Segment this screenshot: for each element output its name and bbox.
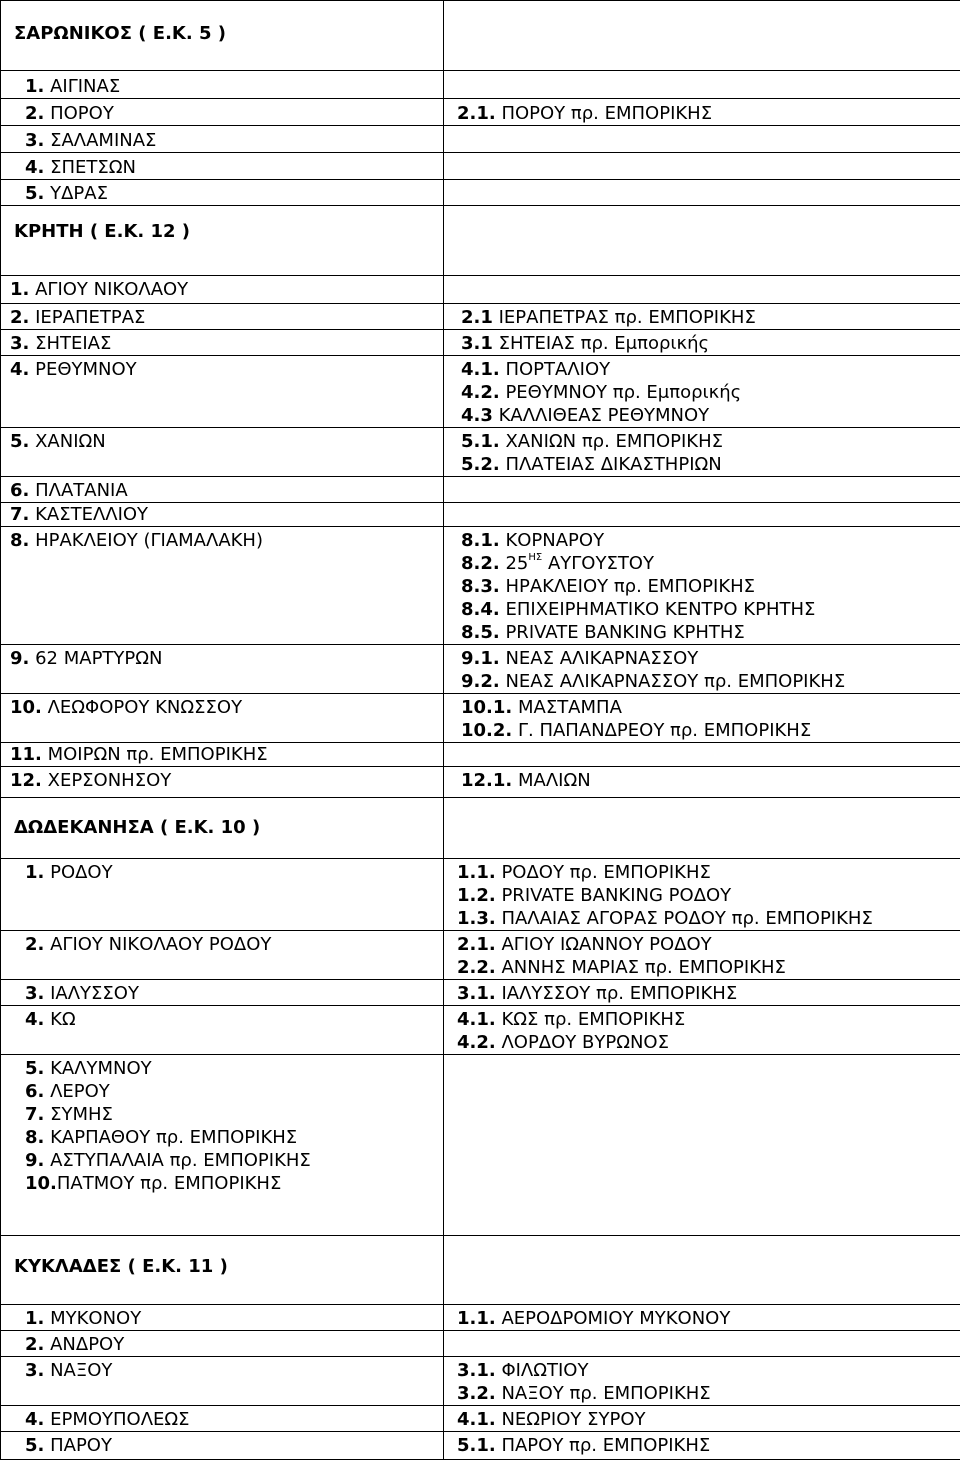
item-number: 10.2.	[461, 720, 512, 741]
item-text: ΕΡΜΟΥΠΟΛΕΩΣ	[44, 1409, 189, 1430]
list-item	[1, 1434, 443, 1457]
sub-branch-cell	[444, 1305, 960, 1331]
table-row	[1, 527, 960, 645]
item-number: 1.	[10, 279, 29, 300]
sub-branch-cell	[444, 980, 960, 1006]
branch-cell	[1, 645, 444, 694]
list-item	[444, 907, 960, 930]
branch-cell	[1, 503, 444, 527]
branch-cell	[1, 1357, 444, 1406]
item-number: 7.	[25, 1104, 44, 1125]
item-text: ΑΝΝΗΣ ΜΑΡΙΑΣ πρ. ΕΜΠΟΡΙΚΗΣ	[496, 957, 786, 978]
list-item	[444, 332, 960, 355]
list-item	[444, 719, 960, 742]
sub-branch-cell	[444, 356, 960, 428]
branch-cell	[1, 767, 444, 798]
list-item	[1, 1149, 443, 1172]
sub-branch-cell	[444, 694, 960, 743]
sub-branch-cell	[444, 743, 960, 767]
branch-cell	[1, 304, 444, 330]
list-item	[444, 552, 960, 575]
branch-cell	[1, 71, 444, 99]
list-item	[444, 884, 960, 907]
list-item	[444, 381, 960, 404]
item-number: 2.	[25, 1334, 44, 1355]
sub-branch-cell	[444, 304, 960, 330]
list-item	[444, 1031, 960, 1054]
list-item	[444, 982, 960, 1005]
item-number: 12.	[10, 770, 42, 791]
item-number: 10.	[10, 697, 42, 718]
item-number: 9.2.	[461, 671, 500, 692]
list-item	[1, 1057, 443, 1080]
item-number: 8.	[25, 1127, 44, 1148]
item-text: ΑΝΔΡΟΥ	[44, 1334, 124, 1355]
item-text: ΣΥΜΗΣ	[44, 1104, 113, 1125]
branch-cell	[1, 1406, 444, 1432]
list-item	[444, 861, 960, 884]
item-text: ΑΓΙΟΥ ΝΙΚΟΛΑΟΥ ΡΟΔΟΥ	[44, 934, 271, 955]
list-item	[1, 529, 443, 552]
branch-cell	[1, 330, 444, 356]
item-number: 2.	[25, 934, 44, 955]
branch-cell	[1, 931, 444, 980]
table-row	[1, 99, 960, 126]
list-item	[1, 1359, 443, 1382]
table-row	[1, 180, 960, 206]
item-text: ΡΟΔΟΥ	[44, 862, 112, 883]
branch-cell	[1, 1331, 444, 1357]
list-item	[1, 696, 443, 719]
list-item	[1, 102, 443, 125]
item-text: ΚΑΡΠΑΘΟΥ πρ. ΕΜΠΟΡΙΚΗΣ	[44, 1127, 297, 1148]
item-number: 4.	[10, 359, 29, 380]
item-number: 2.1	[461, 307, 493, 328]
sub-branch-cell	[444, 126, 960, 153]
branch-cell	[1, 356, 444, 428]
item-text: ΝΕΑΣ ΑΛΙΚΑΡΝΑΣΣΟΥ	[500, 648, 699, 669]
item-number: 2.2.	[457, 957, 496, 978]
list-item	[444, 647, 960, 670]
item-number: 3.2.	[457, 1383, 496, 1404]
item-number: 6.	[25, 1081, 44, 1102]
item-number: 10.1.	[461, 697, 512, 718]
table-row	[1, 859, 960, 931]
sub-branch-cell	[444, 1357, 960, 1406]
item-text: ΝΕΩΡΙΟΥ ΣΥΡΟΥ	[496, 1409, 646, 1430]
section-header-row	[1, 1, 960, 71]
item-text: ΚΑΛΥΜΝΟΥ	[44, 1058, 151, 1079]
list-item	[444, 575, 960, 598]
item-number: 3.1	[461, 333, 493, 354]
item-number: 4.	[25, 1409, 44, 1430]
item-number: 5.	[25, 1435, 44, 1456]
sub-branch-cell	[444, 276, 960, 304]
branch-cell	[1, 153, 444, 180]
item-text: ΣΗΤΕΙΑΣ	[29, 333, 111, 354]
branch-cell	[1, 859, 444, 931]
table-row	[1, 1055, 960, 1236]
section-title: ΚΡΗΤΗ ( Ε.Κ. 12 )	[1, 206, 443, 242]
branch-cell	[1, 694, 444, 743]
item-text: ΚΑΛΛΙΘΕΑΣ ΡΕΘΥΜΝΟΥ	[493, 405, 709, 426]
section-title: ΚΥΚΛΑΔΕΣ ( Ε.Κ. 11 )	[1, 1236, 443, 1277]
item-number: 4.2.	[457, 1032, 496, 1053]
item-number: 2.	[10, 307, 29, 328]
item-number: 2.1.	[457, 103, 496, 124]
item-text: PRIVATE BANKING ΡΟΔΟΥ	[496, 885, 731, 906]
section-header-row	[1, 1236, 960, 1305]
table-row	[1, 694, 960, 743]
item-text: ΙΕΡΑΠΕΤΡΑΣ	[29, 307, 145, 328]
list-item	[1, 129, 443, 152]
item-number: 5.2.	[461, 454, 500, 475]
item-text: ΕΠΙΧΕΙΡΗΜΑΤΙΚΟ ΚΕΝΤΡΟ ΚΡΗΤΗΣ	[500, 599, 816, 620]
list-item	[1, 182, 443, 205]
item-text: ΥΔΡΑΣ	[44, 183, 108, 204]
item-number: 4.1.	[461, 359, 500, 380]
sub-branch-cell	[444, 1406, 960, 1432]
list-item	[1, 1080, 443, 1103]
item-text: ΝΕΑΣ ΑΛΙΚΑΡΝΑΣΣΟΥ πρ. ΕΜΠΟΡΙΚΗΣ	[500, 671, 845, 692]
list-item	[444, 453, 960, 476]
branch-cell	[1, 743, 444, 767]
list-item	[1, 1103, 443, 1126]
item-text: ΜΥΚΟΝΟΥ	[44, 1308, 141, 1329]
item-number: 1.	[25, 1308, 44, 1329]
item-text: ΝΑΞΟΥ πρ. ΕΜΠΟΡΙΚΗΣ	[496, 1383, 711, 1404]
section-title: ΣΑΡΩΝΙΚΟΣ ( Ε.Κ. 5 )	[1, 1, 443, 44]
table-row	[1, 1357, 960, 1406]
list-item	[1, 743, 443, 766]
branch-cell	[1, 1006, 444, 1055]
table-row	[1, 477, 960, 503]
sub-branch-cell	[444, 330, 960, 356]
list-item	[444, 769, 960, 792]
list-item	[1, 1333, 443, 1356]
sub-branch-cell	[444, 99, 960, 126]
item-text: ΑΙΓΙΝΑΣ	[44, 76, 120, 97]
list-item	[1, 861, 443, 884]
sub-branch-cell	[444, 527, 960, 645]
item-text: ΑΓΙΟΥ ΙΩΑΝΝΟΥ ΡΟΔΟΥ	[496, 934, 712, 955]
list-item	[1, 430, 443, 453]
branch-cell	[1, 180, 444, 206]
branch-cell	[1, 1055, 444, 1236]
item-number: 8.1.	[461, 530, 500, 551]
item-text: ΠΛΑΤΑΝΙΑ	[29, 480, 127, 501]
item-number: 4.3	[461, 405, 493, 426]
item-number: 5.1.	[457, 1435, 496, 1456]
item-text: ΜΑΛΙΩΝ	[512, 770, 590, 791]
list-item	[444, 1008, 960, 1031]
list-item	[444, 358, 960, 381]
list-item	[1, 1126, 443, 1149]
table-row	[1, 931, 960, 980]
item-text: ΧΑΝΙΩΝ	[29, 431, 105, 452]
item-text: ΑΕΡΟΔΡΟΜΙΟΥ ΜΥΚΟΝΟΥ	[496, 1308, 731, 1329]
sub-branch-cell	[444, 1432, 960, 1460]
item-number: 3.1.	[457, 1360, 496, 1381]
section-header-row	[1, 798, 960, 859]
item-text: ΗΡΑΚΛΕΙΟΥ πρ. ΕΜΠΟΡΙΚΗΣ	[500, 576, 755, 597]
item-text: 25	[500, 553, 529, 574]
item-number: 1.1.	[457, 1308, 496, 1329]
branch-cell	[1, 1305, 444, 1331]
item-text: ΦΙΛΩΤΙΟΥ	[496, 1360, 589, 1381]
table-row	[1, 743, 960, 767]
item-text: 62 ΜΑΡΤΥΡΩΝ	[29, 648, 162, 669]
item-number: 3.	[25, 130, 44, 151]
item-number: 1.	[25, 862, 44, 883]
item-text: ΙΑΛΥΣΣΟΥ πρ. ΕΜΠΟΡΙΚΗΣ	[496, 983, 737, 1004]
item-number: 1.3.	[457, 908, 496, 929]
item-text: ΣΑΛΑΜΙΝΑΣ	[44, 130, 156, 151]
item-number: 3.	[25, 1360, 44, 1381]
list-item	[444, 529, 960, 552]
table-row	[1, 1406, 960, 1432]
table-row	[1, 1331, 960, 1357]
item-text: ΙΑΛΥΣΣΟΥ	[44, 983, 139, 1004]
item-number: 2.1.	[457, 934, 496, 955]
sub-branch-cell	[444, 1055, 960, 1236]
item-number: 11.	[10, 744, 42, 765]
item-text: ΧΑΝΙΩΝ πρ. ΕΜΠΟΡΙΚΗΣ	[500, 431, 723, 452]
item-text: ΡΟΔΟΥ πρ. ΕΜΠΟΡΙΚΗΣ	[496, 862, 711, 883]
sub-branch-cell	[444, 503, 960, 527]
table-row	[1, 71, 960, 99]
table-row	[1, 428, 960, 477]
sub-branch-cell	[444, 645, 960, 694]
table-row	[1, 1432, 960, 1460]
list-item	[444, 1359, 960, 1382]
item-text: ΛΕΩΦΟΡΟΥ ΚΝΩΣΣΟΥ	[42, 697, 242, 718]
list-item	[444, 1382, 960, 1405]
item-text: ΠΑΡΟΥ	[44, 1435, 112, 1456]
branch-cell	[1, 99, 444, 126]
list-item	[1, 769, 443, 792]
list-item	[1, 1408, 443, 1431]
item-number: 3.	[25, 983, 44, 1004]
branch-cell	[1, 477, 444, 503]
table-row	[1, 767, 960, 798]
list-item	[1, 332, 443, 355]
list-item	[1, 156, 443, 179]
item-text: ΛΕΡΟΥ	[44, 1081, 109, 1102]
list-item	[1, 278, 443, 301]
item-text: ΠΛΑΤΕΙΑΣ ΔΙΚΑΣΤΗΡΙΩΝ	[500, 454, 722, 475]
item-text: ΜΟΙΡΩΝ πρ. ΕΜΠΟΡΙΚΗΣ	[42, 744, 268, 765]
item-number: 8.4.	[461, 599, 500, 620]
list-item	[1, 1008, 443, 1031]
item-text: ΑΣΤΥΠΑΛΑΙΑ πρ. ΕΜΠΟΡΙΚΗΣ	[44, 1150, 310, 1171]
item-number: 7.	[10, 504, 29, 525]
list-item	[1, 75, 443, 98]
list-item	[444, 306, 960, 329]
item-text: ΗΡΑΚΛΕΙΟΥ (ΓΙΑΜΑΛΑΚΗ)	[29, 530, 263, 551]
item-text: ΠΟΡΤΑΛΙΟΥ	[500, 359, 610, 380]
list-item	[444, 404, 960, 427]
table-row	[1, 1305, 960, 1331]
table-row	[1, 645, 960, 694]
item-text-after: ΑΥΓΟΥΣΤΟΥ	[542, 553, 654, 574]
list-item	[444, 956, 960, 979]
item-number: 9.1.	[461, 648, 500, 669]
list-item	[1, 647, 443, 670]
table-row	[1, 330, 960, 356]
list-item	[444, 102, 960, 125]
table-row	[1, 153, 960, 180]
item-number: 5.	[10, 431, 29, 452]
item-text: ΠΑΤΜΟΥ πρ. ΕΜΠΟΡΙΚΗΣ	[57, 1173, 281, 1194]
list-item	[444, 696, 960, 719]
branch-cell	[1, 126, 444, 153]
branch-cell	[1, 276, 444, 304]
sub-branch-cell	[444, 428, 960, 477]
item-number: 5.	[25, 183, 44, 204]
list-item	[1, 503, 443, 526]
list-item	[444, 1307, 960, 1330]
item-text: ΠΑΛΑΙΑΣ ΑΓΟΡΑΣ ΡΟΔΟΥ πρ. ΕΜΠΟΡΙΚΗΣ	[496, 908, 873, 929]
item-number: 8.3.	[461, 576, 500, 597]
item-number: 4.	[25, 157, 44, 178]
item-text: ΧΕΡΣΟΝΗΣΟΥ	[42, 770, 171, 791]
item-text: ΠΟΡΟΥ	[44, 103, 113, 124]
sub-branch-cell	[444, 477, 960, 503]
item-text: ΛΟΡΔΟΥ ΒΥΡΩΝΟΣ	[496, 1032, 669, 1053]
item-text: ΡΕΘΥΜΝΟΥ πρ. Εμπορικής	[500, 382, 741, 403]
list-item	[1, 306, 443, 329]
branch-cell	[1, 428, 444, 477]
list-item	[444, 598, 960, 621]
item-text: ΚΑΣΤΕΛΛΙΟΥ	[29, 504, 148, 525]
item-text: Γ. ΠΑΠΑΝΔΡΕΟΥ πρ. ΕΜΠΟΡΙΚΗΣ	[512, 720, 811, 741]
item-number: 8.	[10, 530, 29, 551]
item-text: ΝΑΞΟΥ	[44, 1360, 112, 1381]
table-row	[1, 126, 960, 153]
superscript: ΗΣ	[528, 552, 542, 563]
item-number: 8.5.	[461, 622, 500, 643]
sub-branch-cell	[444, 180, 960, 206]
item-number: 1.2.	[457, 885, 496, 906]
list-item	[1, 933, 443, 956]
list-item	[1, 479, 443, 502]
list-item	[444, 430, 960, 453]
item-number: 9.	[10, 648, 29, 669]
item-text: PRIVATE BANKING ΚΡΗΤΗΣ	[500, 622, 745, 643]
item-number: 3.1.	[457, 983, 496, 1004]
item-number: 9.	[25, 1150, 44, 1171]
sub-branch-cell	[444, 859, 960, 931]
table-row	[1, 1006, 960, 1055]
item-number: 10.	[25, 1173, 57, 1194]
item-text: ΜΑΣΤΑΜΠΑ	[512, 697, 622, 718]
list-item	[1, 358, 443, 381]
item-text: ΚΟΡΝΑΡΟΥ	[500, 530, 604, 551]
item-text: ΚΩ	[44, 1009, 75, 1030]
item-number: 8.2.	[461, 553, 500, 574]
item-number: 6.	[10, 480, 29, 501]
item-number: 2.	[25, 103, 44, 124]
sub-branch-cell	[444, 153, 960, 180]
table-row	[1, 356, 960, 428]
table-row	[1, 304, 960, 330]
sub-branch-cell	[444, 931, 960, 980]
list-item	[1, 1172, 443, 1195]
item-number: 4.1.	[457, 1409, 496, 1430]
branch-cell	[1, 527, 444, 645]
item-text: ΚΩΣ πρ. ΕΜΠΟΡΙΚΗΣ	[496, 1009, 686, 1030]
item-number: 5.1.	[461, 431, 500, 452]
list-item	[444, 933, 960, 956]
sub-branch-cell	[444, 1331, 960, 1357]
item-number: 5.	[25, 1058, 44, 1079]
item-text: ΣΗΤΕΙΑΣ πρ. Εμπορικής	[493, 333, 709, 354]
item-text: ΠΟΡΟΥ πρ. ΕΜΠΟΡΙΚΗΣ	[496, 103, 712, 124]
table-row	[1, 980, 960, 1006]
item-text: ΡΕΘΥΜΝΟΥ	[29, 359, 136, 380]
list-item	[444, 621, 960, 644]
item-number: 4.2.	[461, 382, 500, 403]
item-number: 4.	[25, 1009, 44, 1030]
sub-branch-cell	[444, 767, 960, 798]
sub-branch-cell	[444, 1006, 960, 1055]
table-row	[1, 503, 960, 527]
branch-cell	[1, 980, 444, 1006]
list-item	[1, 1307, 443, 1330]
list-item	[444, 1434, 960, 1457]
section-title: ΔΩΔΕΚΑΝΗΣΑ ( Ε.Κ. 10 )	[1, 798, 443, 838]
sub-branch-cell	[444, 71, 960, 99]
list-item	[444, 1408, 960, 1431]
section-header-row	[1, 206, 960, 276]
item-number: 1.	[25, 76, 44, 97]
list-item	[1, 982, 443, 1005]
item-text: ΙΕΡΑΠΕΤΡΑΣ πρ. ΕΜΠΟΡΙΚΗΣ	[493, 307, 756, 328]
item-text: ΠΑΡΟΥ πρ. ΕΜΠΟΡΙΚΗΣ	[496, 1435, 711, 1456]
item-text: ΣΠΕΤΣΩΝ	[44, 157, 136, 178]
item-text: ΑΓΙΟΥ ΝΙΚΟΛΑΟΥ	[29, 279, 188, 300]
branch-cell	[1, 1432, 444, 1460]
item-number: 3.	[10, 333, 29, 354]
item-number: 12.1.	[461, 770, 512, 791]
table-row	[1, 276, 960, 304]
item-number: 4.1.	[457, 1009, 496, 1030]
list-item	[444, 670, 960, 693]
item-number: 1.1.	[457, 862, 496, 883]
